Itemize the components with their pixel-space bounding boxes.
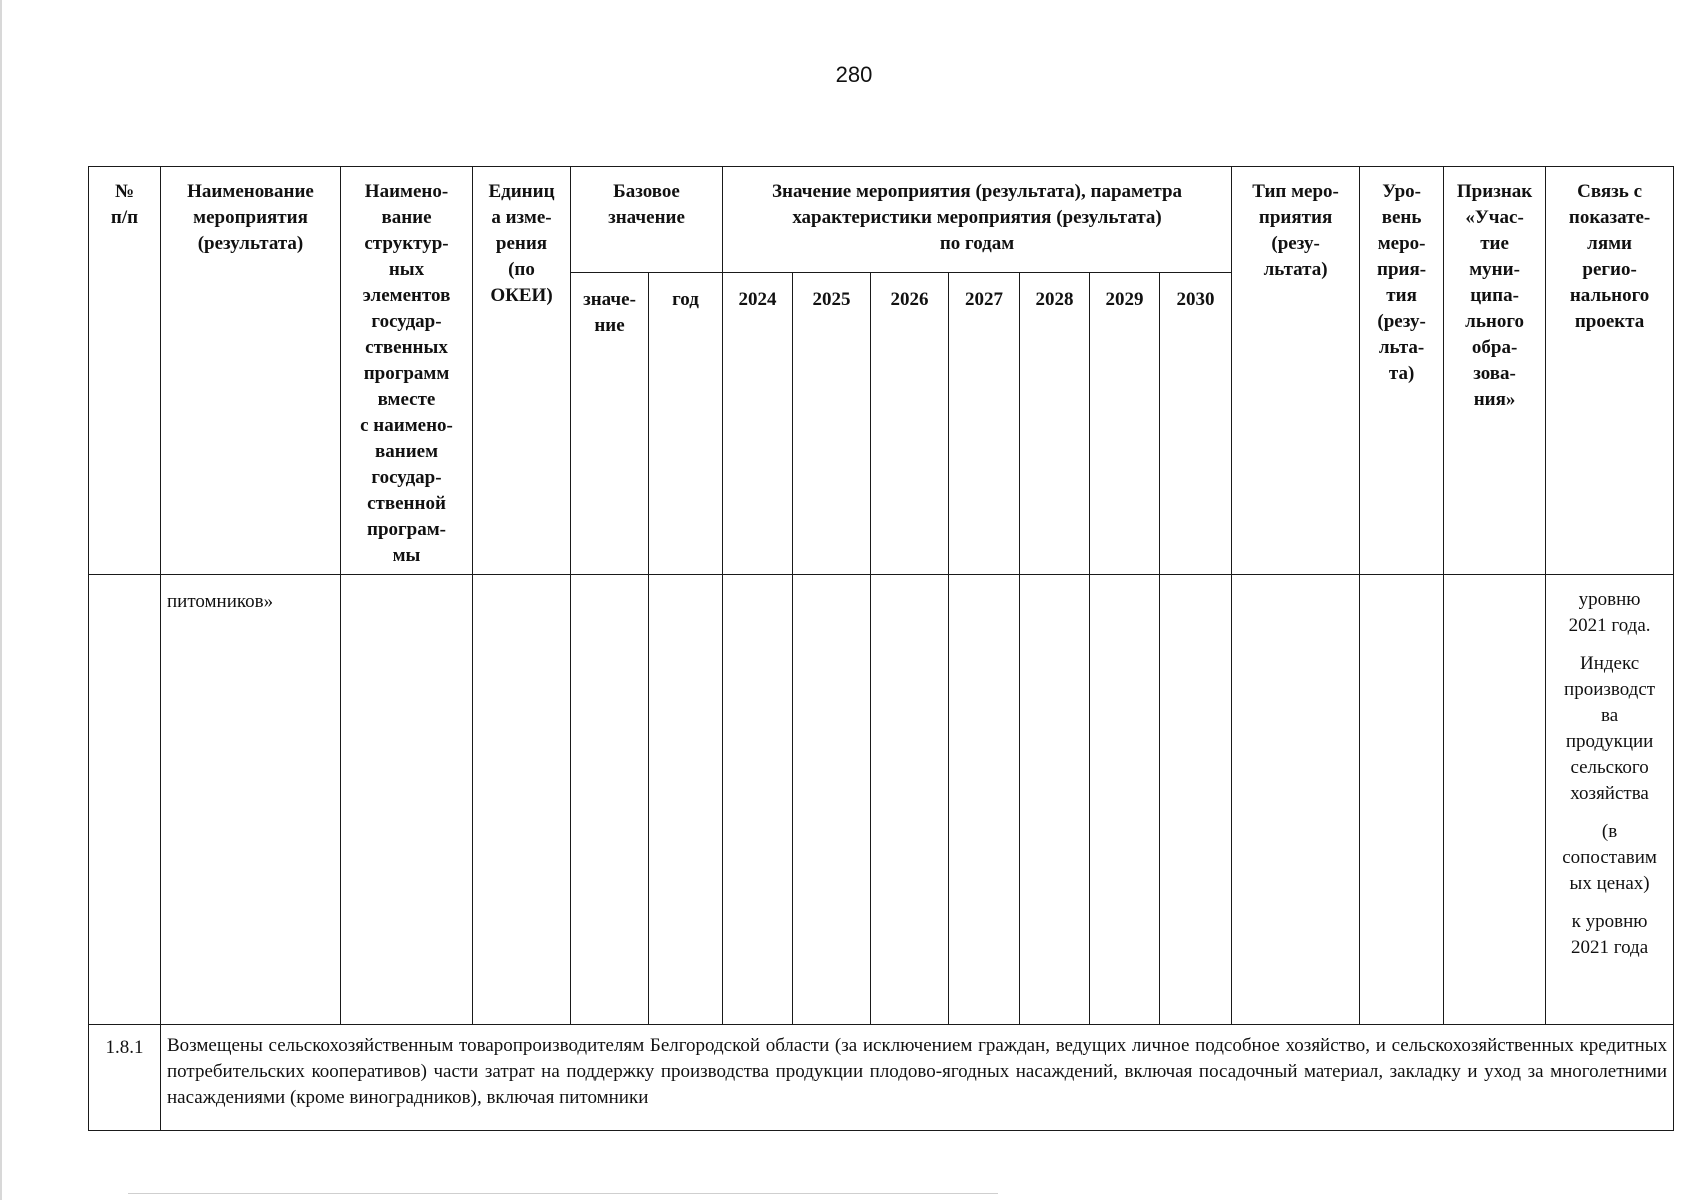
header-values-by-year	[723, 167, 1232, 273]
cell-municipality-sign	[1444, 575, 1546, 1025]
cell-unit	[473, 575, 571, 1025]
header-line: №	[114, 181, 135, 202]
link-line: хозяйства	[1570, 783, 1649, 804]
header-base-value-value	[571, 273, 649, 575]
header-line: вместе	[377, 389, 436, 410]
header-line: ние	[594, 315, 625, 336]
header-line: п/п	[110, 207, 139, 228]
header-line: муни-	[1469, 259, 1520, 280]
header-line: по годам	[939, 233, 1015, 254]
header-line: нального	[1569, 285, 1650, 306]
link-line: к уровню	[1571, 911, 1648, 932]
link-line: Индекс	[1579, 653, 1640, 674]
section-description: Возмещены сельскохозяйственным товаропроизводителям Белгородской области (за исключением граждан, ведущих личное подсобное хозяйство, и сельскохозяйственных кредитных потребительских кооперативов) части затрат на поддержку производства продукции плодово-ягодных насаждений, включая посадочный материал, закладку и уход за многолетними насаждениями (кроме виноградников), включая питомники	[161, 1025, 1674, 1131]
cell-link-regional-project	[1546, 575, 1674, 1025]
header-year: 2029	[1090, 273, 1160, 575]
section-row	[89, 1025, 1674, 1131]
header-year: 2027	[949, 273, 1020, 575]
header-line: программ	[363, 363, 450, 384]
header-structural-elements	[341, 167, 473, 575]
cell-year-value	[1160, 575, 1232, 1025]
cell-event-level	[1360, 575, 1444, 1025]
link-paragraph	[1548, 587, 1671, 639]
cell-year-value	[1090, 575, 1160, 1025]
header-line: характеристики мероприятия (результата)	[792, 207, 1162, 228]
header-line: Базовое	[613, 181, 680, 202]
header-line: рения	[495, 233, 548, 254]
header-year: 2025	[793, 273, 871, 575]
header-line: тие	[1480, 233, 1509, 254]
header-year: 2026	[871, 273, 949, 575]
header-line: (резу-	[1271, 233, 1320, 254]
header-year: 2028	[1020, 273, 1090, 575]
header-line: програм-	[367, 519, 446, 540]
link-paragraph	[1548, 651, 1671, 807]
cell-base-value	[571, 575, 649, 1025]
link-paragraph	[1548, 909, 1671, 961]
header-line: государ-	[371, 467, 442, 488]
link-line: сопоставим	[1562, 847, 1657, 868]
header-year: 2030	[1160, 273, 1232, 575]
header-line: та)	[1388, 363, 1415, 384]
link-line: продукции	[1565, 731, 1654, 752]
header-line: зова-	[1473, 363, 1516, 384]
header-line: ных	[388, 259, 425, 280]
cell-year-value	[723, 575, 793, 1025]
header-line: Единиц	[488, 181, 555, 202]
header-event-name	[161, 167, 341, 575]
header-line: лями	[1587, 233, 1632, 254]
header-num	[89, 167, 161, 575]
header-line: ственных	[365, 337, 448, 358]
header-line: (резу-	[1377, 311, 1426, 332]
header-line: Наимено-	[364, 181, 449, 202]
header-line: структур-	[364, 233, 449, 254]
header-line: льтата)	[1263, 259, 1328, 280]
cell-base-year	[649, 575, 723, 1025]
header-line: (результата)	[197, 233, 304, 254]
link-line: 2021 года.	[1568, 615, 1651, 636]
header-line: значение	[608, 207, 685, 228]
header-line: льного	[1465, 311, 1524, 332]
header-line: приятия	[1258, 207, 1333, 228]
header-line: Признак	[1456, 181, 1533, 202]
header-line: ственной	[367, 493, 446, 514]
header-line: вень	[1381, 207, 1422, 228]
link-line: 2021 года	[1571, 937, 1649, 958]
cell-year-value	[949, 575, 1020, 1025]
table-row	[89, 575, 1674, 1025]
header-line: обра-	[1471, 337, 1518, 358]
cell-year-value	[1020, 575, 1090, 1025]
header-line: тия	[1386, 285, 1417, 306]
header-line: Уро-	[1382, 181, 1421, 202]
link-line: производст	[1564, 679, 1656, 700]
header-line: Тип меро-	[1252, 181, 1339, 202]
header-line: регио-	[1582, 259, 1637, 280]
header-base-value-year: год	[649, 273, 723, 575]
cell-year-value	[793, 575, 871, 1025]
header-line: льта-	[1378, 337, 1425, 358]
events-table	[88, 166, 1674, 1131]
link-line: ва	[1601, 705, 1619, 726]
header-line: меро-	[1377, 233, 1426, 254]
header-line: вание	[381, 207, 432, 228]
link-line: (в	[1601, 821, 1618, 842]
header-event-level	[1360, 167, 1444, 575]
cell-event-type	[1232, 575, 1360, 1025]
header-line: «Учас-	[1465, 207, 1524, 228]
header-line: проекта	[1574, 311, 1645, 332]
page-number: 280	[835, 62, 873, 87]
header-line: с наимено-	[360, 415, 453, 436]
header-line: элементов	[362, 285, 451, 306]
header-line: мероприятия	[193, 207, 308, 228]
header-year: 2024	[723, 273, 793, 575]
header-line: Значение мероприятия (результата), параметра	[772, 181, 1183, 202]
header-line: прия-	[1377, 259, 1427, 280]
header-unit	[473, 167, 571, 575]
header-line: ния»	[1473, 389, 1516, 410]
scan-edge	[0, 0, 2, 1200]
header-line: ОКЕИ)	[490, 285, 553, 306]
link-line: уровню	[1578, 589, 1641, 610]
header-line: (по	[508, 259, 535, 280]
header-base-value	[571, 167, 723, 273]
link-line: сельского	[1570, 757, 1649, 778]
header-line: значе-	[583, 289, 636, 310]
header-event-type	[1232, 167, 1360, 575]
scan-footer-line	[128, 1193, 998, 1194]
cell-num	[89, 575, 161, 1025]
cell-structural-elements	[341, 575, 473, 1025]
header-line: ванием	[374, 441, 439, 462]
header-link-regional-project	[1546, 167, 1674, 575]
header-line: а изме-	[491, 207, 552, 228]
header-line: Наименование	[187, 181, 314, 202]
cell-event-name: питомников»	[161, 575, 341, 1025]
header-line: мы	[392, 545, 421, 566]
section-number: 1.8.1	[89, 1025, 161, 1131]
header-line: показате-	[1568, 207, 1651, 228]
cell-year-value	[871, 575, 949, 1025]
header-line: государ-	[371, 311, 442, 332]
header-municipality-sign	[1444, 167, 1546, 575]
link-line: ых ценах)	[1569, 873, 1650, 894]
header-line: Связь с	[1577, 181, 1643, 202]
link-paragraph	[1548, 819, 1671, 897]
header-line: ципа-	[1470, 285, 1519, 306]
